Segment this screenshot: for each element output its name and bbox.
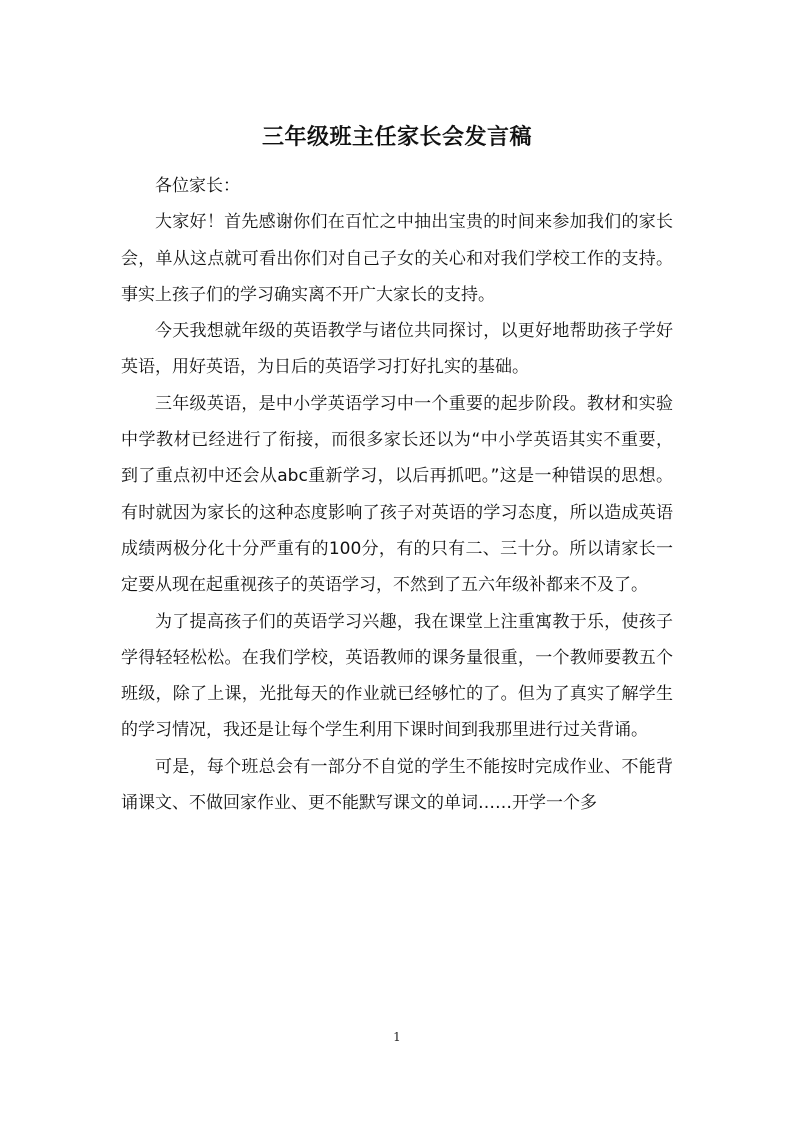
paragraph-greeting: 各位家长：	[155, 176, 240, 196]
paragraph-teaching-method: 为了提高孩子们的英语学习兴趣，我在课堂上注重寓教于乐，使孩子学得轻轻松松。在我们学校，英语教师的课务量很重，一个教师要教五个班级，除了上课，光批每天的作业就已经够忙的了。但为了真实了解学生的学习情况，我还是让每个学生利用下课时间到我那里进行过关背诵。	[121, 611, 673, 741]
paragraph-problems: 可是，每个班总会有一部分不自觉的学生不能按时完成作业、不能背诵课文、不做回家作业、更不能默写课文的单词……开学一个多	[121, 756, 673, 814]
page-number: 1	[393, 1030, 401, 1044]
paragraph-topic: 今天我想就年级的英语教学与诸位共同探讨，以更好地帮助孩子学好英语，用好英语，为日后的英语学习打好扎实的基础。	[121, 321, 673, 378]
document-body	[121, 168, 673, 821]
paragraph-grade-three-english: 三年级英语，是中小学英语学习中一个重要的起步阶段。教材和实验中学教材已经进行了衔接，而很多家长还以为“中小学英语其实不重要，到了重点初中还会从abc重新学习，以后再抓吧。”这是一种错误的思想。有时就因为家长的这种态度影响了孩子对英语的学习态度，所以造成英语成绩两极分化十分严重有的100分，有的只有二、三十分。所以请家长一定要从现在起重视孩子的英语学习，不然到了五六年级补都来不及了。	[121, 393, 673, 596]
document-title: 三年级班主任家长会发言稿	[261, 125, 532, 150]
paragraph-thanks: 大家好！首先感谢你们在百忙之中抽出宝贵的时间来参加我们的家长会，单从这点就可看出你们对自己子女的关心和对我们学校工作的支持。事实上孩子们的学习确实离不开广大家长的支持。	[121, 212, 673, 305]
